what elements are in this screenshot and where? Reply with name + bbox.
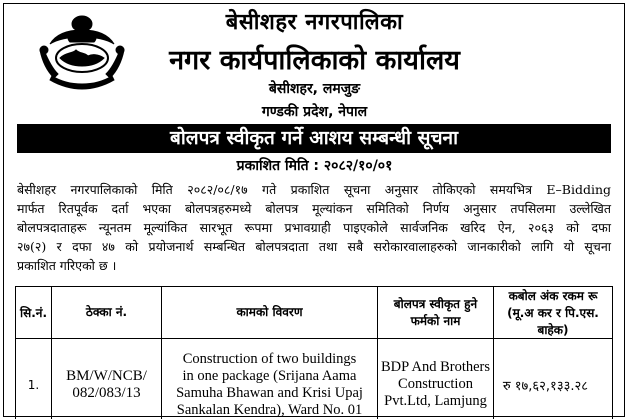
notice-title: बोलपत्र स्वीकृत गर्ने आशय सम्बन्धी सूचना (17, 124, 611, 153)
contract-no-line: 082/083/13 (72, 384, 141, 401)
municipality-name: बेसीशहर नगरपालिका (225, 10, 404, 35)
col-header-description: कामको विवरण (162, 287, 378, 339)
contract-no-line: BM/W/NCB/ (66, 367, 147, 384)
body-line: मार्फत रितपूर्वक दर्ता भएका बोलपत्रहरुमध्ये बोलपत्र मूल्यांकन समितिको निर्णय अनुसार तपसिलमा उल्लेखित (17, 201, 611, 216)
body-line: बोलपत्रदाताहरू न्यूनतम मूल्यांकित सारभूत रूपमा प्रभावग्राही पाइएकोले सार्वजनिक खरिद ऐन, २०६३ को दफा (17, 220, 611, 235)
cell-bidder (378, 339, 494, 419)
notice-body (17, 180, 611, 275)
amount-header-line: कबोल अंक रकम रू (508, 289, 598, 303)
col-header-amount (494, 287, 613, 339)
col-header-contract-no: ठेक्का नं. (52, 287, 162, 339)
body-line: प्रकाशित गरिएको छ । (17, 258, 117, 273)
amount-header-line: (मू.अ कर र पि.एस. बाहेक) (507, 306, 599, 337)
bidder-header-line: फर्मको नाम (410, 313, 461, 328)
description-line: Sankalan Kendra), Ward No. 01 (176, 401, 363, 418)
cell-description (162, 339, 378, 419)
province-name: गण्डकी प्रदेश, नेपाल (261, 104, 368, 120)
award-table (15, 286, 613, 419)
bidder-line: BDP And Brothers (380, 359, 491, 375)
published-date: प्रकाशित मिति : २०८२/१०/०१ (236, 158, 393, 174)
cell-amount: रु १७,६२,१३३.२८ (494, 339, 613, 419)
bidder-line: Construction (398, 376, 473, 392)
col-header-bidder (378, 287, 494, 339)
cell-contract-no (52, 339, 162, 419)
description-line: in one package (Srijana Aama (182, 367, 357, 384)
body-line: बेसीशहर नगरपालिकाको मिति २०८२/०८/१७ गते प्रकाशित सूचना अनुसार तोकिएको समयभित्र E–Bidding (17, 182, 611, 197)
office-location: बेसीशहर, लमजुङ (268, 81, 361, 97)
table-row (16, 339, 613, 419)
description-line: Samuha Bhawan and Krisi Upaj (176, 384, 363, 401)
office-name: नगर कार्यपालिकाको कार्यालय (169, 45, 460, 76)
description-line: Construction of two buildings (182, 350, 357, 367)
col-header-sn: सि.नं. (16, 287, 52, 339)
cell-sn: 1. (16, 339, 52, 419)
body-line: २७(२) र दफा ४७ को प्रयोजनार्थ सम्बन्धित बोलपत्रदाता तथा सबै सरोकारवालाहरुको जानकारीको लागि यो सूचना (17, 239, 611, 254)
table-header-row (16, 287, 613, 339)
bidder-line: Pvt.Ltd, Lamjung (384, 393, 487, 409)
bidder-header-line: बोलपत्र स्वीकृत हुने (393, 296, 478, 311)
